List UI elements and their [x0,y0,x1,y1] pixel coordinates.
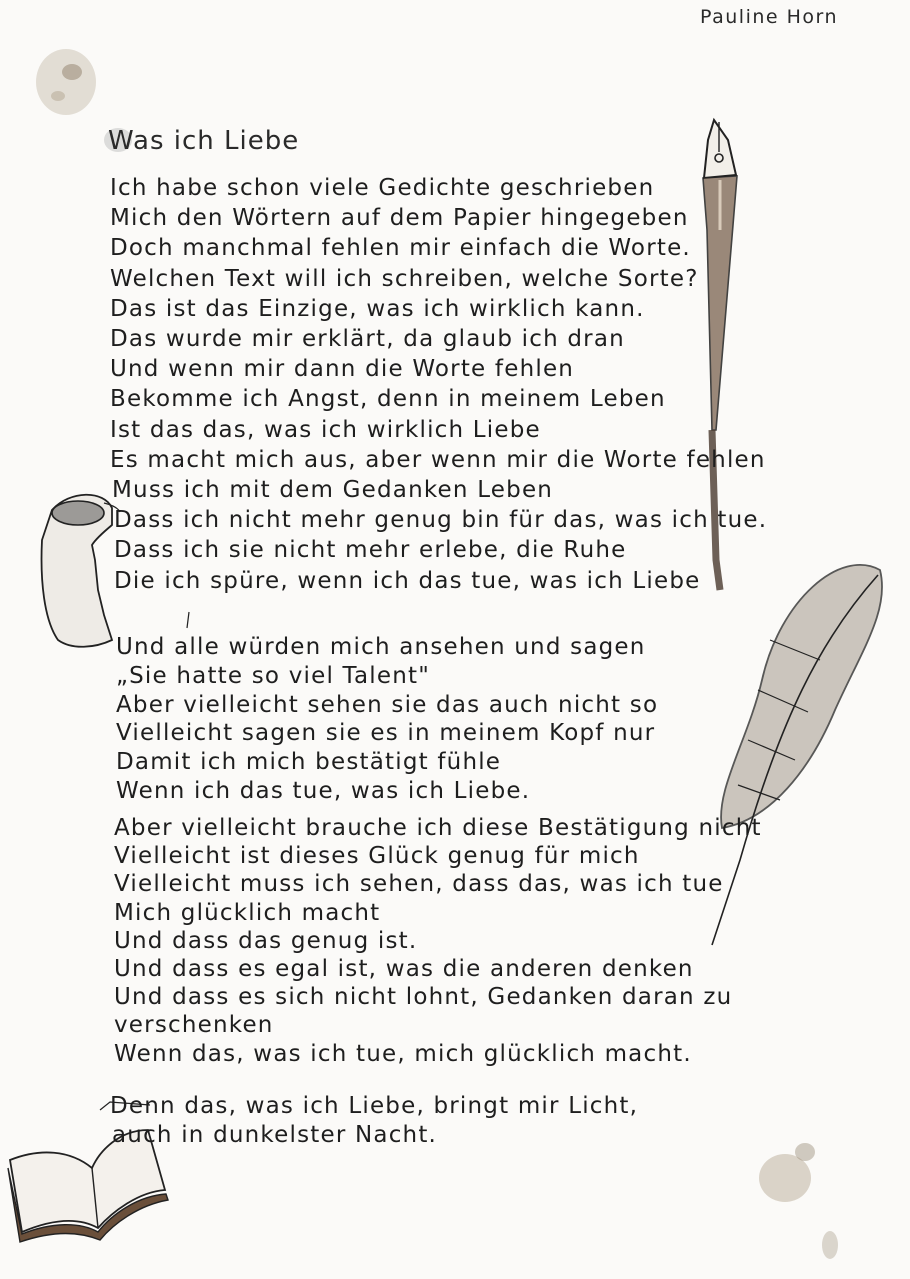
poem-line: Wenn ich das tue, was ich Liebe. [116,778,531,804]
poem-line: Das wurde mir erklärt, da glaub ich dran [110,326,625,352]
poem-line: Doch manchmal fehlen mir einfach die Worte. [110,235,691,262]
poem-line: Vielleicht sagen sie es in meinem Kopf nur [116,720,656,747]
ink-stain-icon [36,49,96,115]
poem-line: Es macht mich aus, aber wenn mir die Worte fehlen [110,446,766,473]
poem-line: Dass ich nicht mehr genug bin für das, was ich tue. [114,507,768,534]
poem-line: Denn das, was ich Liebe, bringt mir Licht, [110,1093,639,1119]
poem-line: Ist das das, was ich wirklich Liebe [110,416,541,443]
poem-line: Aber vielleicht sehen sie das auch nicht so [116,691,659,718]
poem-line: Mich glücklich macht [114,899,381,926]
poem-line: Dass ich sie nicht mehr erlebe, die Ruhe [114,537,627,564]
poem-line: Das ist das Einzige, was ich wirklich kann. [110,295,645,322]
poem-line: Und dass das genug ist. [114,927,418,954]
poem-line: verschenken [114,1012,274,1039]
poem-line: „Sie hatte so viel Talent" [116,662,431,689]
poem-line: Und alle würden mich ansehen und sagen [116,634,646,660]
poem-title: Was ich Liebe [108,126,300,156]
poem-line: Mich den Wörtern auf dem Papier hingegeben [110,205,689,232]
quill-feather-icon [712,565,882,945]
poem-line: Vielleicht muss ich sehen, dass das, was ich tue [114,871,724,898]
poem-line: auch in dunkelster Nacht. [112,1122,438,1148]
scroll-icon [42,495,112,647]
poem-line: Und wenn mir dann die Worte fehlen [110,356,575,383]
poem-line: Muss ich mit dem Gedanken Leben [112,477,554,503]
poem-line: Aber vielleicht brauche ich diese Bestätigung nicht [114,815,762,841]
ink-stain-icon [759,1143,838,1259]
poem-line: Wenn das, was ich tue, mich glücklich macht. [114,1040,692,1067]
poem-line: Ich habe schon viele Gedichte geschrieben [110,175,655,201]
poem-line: Welchen Text will ich schreiben, welche Sorte? [110,265,699,292]
author-signature: Pauline Horn [700,6,839,28]
poem-line: Und dass es egal ist, was die anderen denken [114,956,694,982]
poem-line: Vielleicht ist dieses Glück genug für mich [114,843,640,870]
poem-line: Damit ich mich bestätigt fühle [116,749,502,776]
poem-line: Die ich spüre, wenn ich das tue, was ich Liebe [114,567,701,594]
poem-line: Bekomme ich Angst, denn in meinem Leben [110,386,666,413]
poem-line: Und dass es sich nicht lohnt, Gedanken daran zu [114,984,733,1011]
